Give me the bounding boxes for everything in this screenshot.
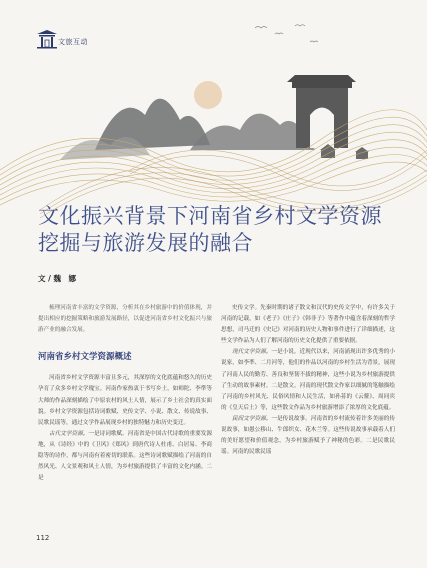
- paragraph: [221, 347, 395, 414]
- sun-icon: [194, 81, 222, 109]
- archway-gate-icon: [287, 75, 356, 148]
- paragraph-lead: 民间文学资源。: [232, 415, 272, 422]
- title-line-1: 文化振兴背景下河南省乡村文学资源: [38, 204, 382, 228]
- paragraph: 史传文学。先秦时期的诸子散文和汉代的史传文学中，有许多关于河南的记载，如《老子》《庄子》《韩非子》等著作中蕴含着深刻的哲学思想，司马迁的《史记》对河南的历史人物和事件进行了详细描述，这些文学作品为人们了解河南的历史文化提供了重要依据。: [221, 305, 395, 345]
- section-label: 文旅互动: [58, 38, 88, 46]
- paragraph-lead: 古代文学资源。: [49, 430, 89, 437]
- page-number: 112: [36, 534, 50, 542]
- birds-icon: [255, 25, 318, 42]
- paragraph-body: 一是小说。近现代以来，河南涌现出许多优秀的小说家，如李凖、二月河等，他们的作品以河南的乡村生活为背景，展现了河南人民的勤劳、善良和坚韧不拔的精神，这些小说为乡村旅游提供了生动的故事素材。二是散文。河南的现代散文作家以细腻的笔触描绘了河南的乡村风光、民俗风情和人民生活，如孙荪的《云鳌》、周同宾的《皇天后土》等，这些散文作品为乡村旅游增添了浓厚的文化底蕴。: [221, 349, 395, 411]
- paragraph: [221, 414, 395, 458]
- paragraph-lead: 现代文学资源。: [232, 349, 272, 356]
- paragraph: [38, 429, 212, 484]
- article-title: [38, 203, 398, 257]
- paragraph: 河南省乡村文学资源丰富且多元，其深厚的文化底蕴和悠久的历史孕育了众多乡村文学瑰宝。河南作家热衷于书写乡土，如师陀、李準等大师的作品深刻描绘了中原农村的风土人情，展示了乡土社会的真实面貌。乡村文学资源包括诗词歌赋、史传文学、小说、散文、传说故事、民歌民谣等，通过文学作品展现乡村的独特魅力和历史变迁。: [38, 375, 212, 426]
- title-line-2: 挖掘与旅游发展的融合: [38, 231, 253, 255]
- section-heading: 河南省乡村文学资源概述: [38, 352, 132, 363]
- paragraph-body: 一是传说故事。河南省的乡村流传着许多美丽的传说故事，如愚公移山、牛郎织女、花木兰等。这些传说故事承载着人们的美好愿望和价值观念，为乡村旅游赋予了神秘的色彩。二是民歌民谣。河南的民歌民谣: [221, 415, 395, 456]
- abstract: 梳理河南省丰富的文学资源，分析其在乡村旅游中的价值体现，并提出相应的挖掘策略和旅游发展路径，以促进河南省乡村文化振兴与旅游产业的融合发展。: [38, 305, 212, 334]
- left-column: [38, 303, 212, 484]
- right-column: [221, 303, 395, 458]
- paragraph-body: 一是诗词歌赋。河南省是中国古代诗歌的重要发源地，从《诗经》中的《卫风》《郑风》到唐代诗人杜甫、白居易、李商隐等的诗作，都与河南有着密切的联系。这些诗词歌赋描绘了河南的自然风光、人文景观和风土人情，为乡村旅游提供了丰富的文化内涵。二是: [38, 430, 212, 482]
- byline: 文 / 魏 娜: [38, 274, 76, 283]
- landscape-illustration: [0, 20, 427, 220]
